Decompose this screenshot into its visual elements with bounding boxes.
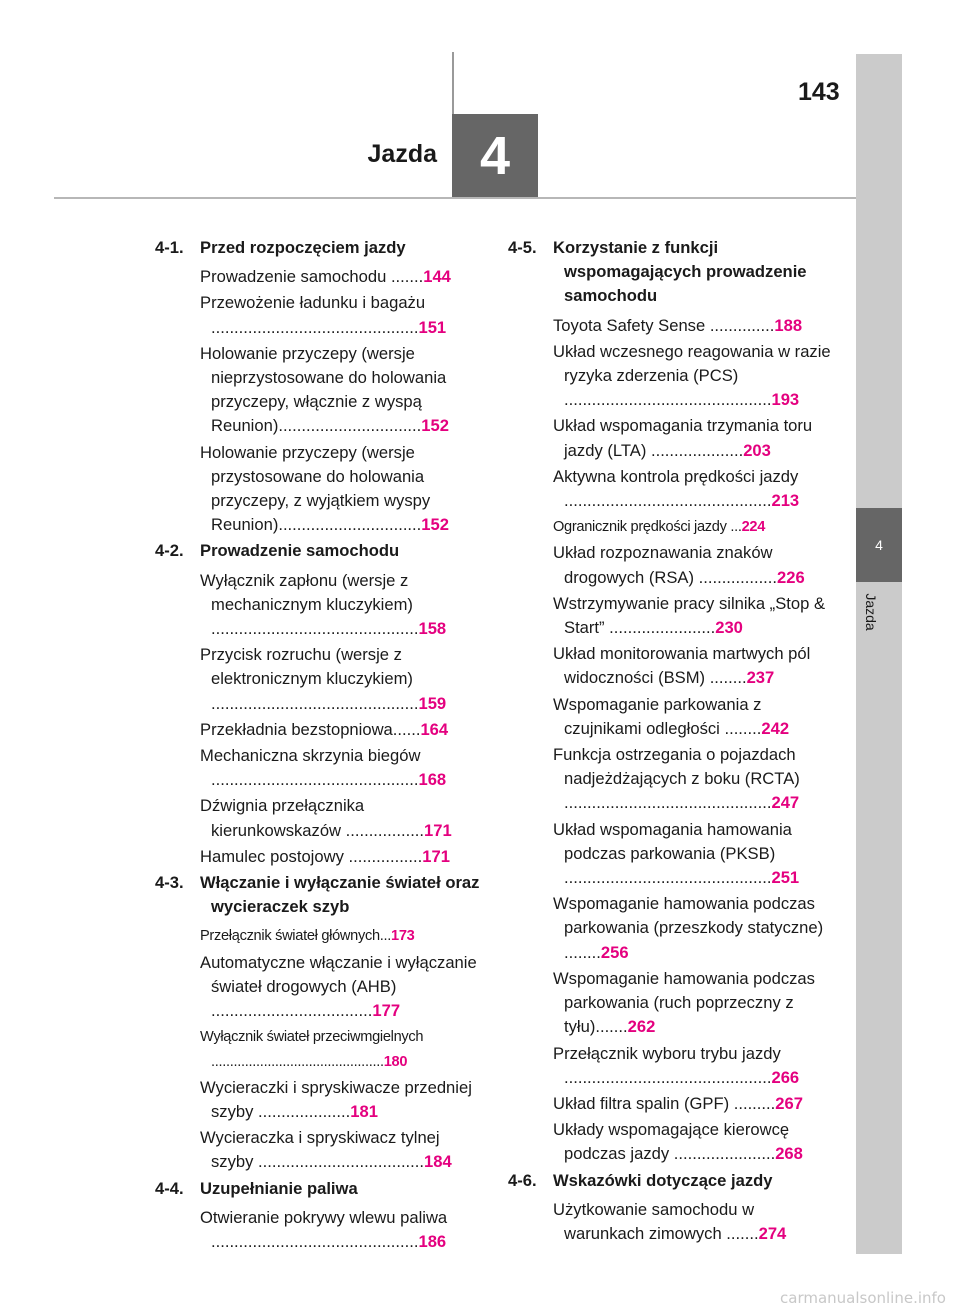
entry-page-link[interactable]: 226: [777, 567, 805, 587]
entry-page-link[interactable]: 152: [421, 515, 449, 535]
toc-entry[interactable]: [553, 642, 838, 690]
entry-title: Prowadzenie samochodu .......: [200, 267, 424, 287]
toc-entry[interactable]: [200, 951, 485, 1024]
entry-page-link[interactable]: 159: [418, 693, 447, 713]
entry-page-link[interactable]: 256: [600, 942, 629, 962]
toc-entry[interactable]: [200, 845, 485, 869]
entry-page-link[interactable]: 213: [771, 491, 800, 511]
toc-entry[interactable]: [200, 1076, 485, 1124]
toc-entry[interactable]: [553, 693, 838, 741]
entry-page-link[interactable]: 251: [771, 868, 800, 888]
entry-title: Mechaniczna skrzynia biegów .............................................: [200, 746, 421, 790]
header-rule: [54, 197, 856, 199]
entry-title: Toyota Safety Sense ..............: [553, 315, 775, 335]
toc-section: [155, 539, 485, 563]
entry-title: Przycisk rozruchu (wersje z elektronicznym kluczykiem) .............................................: [200, 645, 419, 713]
entry-page-link[interactable]: 262: [627, 1017, 656, 1037]
entry-title: Układ filtra spalin (GPF) .........: [553, 1093, 776, 1113]
entry-page-link[interactable]: 268: [775, 1144, 803, 1164]
section-title: Wskazówki dotyczące jazdy: [553, 1170, 773, 1190]
toc-entry[interactable]: [553, 414, 838, 462]
page-number: 143: [798, 78, 840, 106]
entry-page-link[interactable]: 173: [391, 928, 415, 945]
entry-page-link[interactable]: 144: [423, 267, 451, 287]
toc-entry[interactable]: [553, 1198, 838, 1246]
entry-page-link[interactable]: 203: [743, 440, 771, 460]
watermark: carmanualsonline.info: [780, 1289, 946, 1307]
section-title: Korzystanie z funkcji wspomagających prowadzenie samochodu: [553, 238, 807, 306]
section-title: Uzupełnianie paliwa: [200, 1178, 358, 1198]
entry-page-link[interactable]: 152: [421, 416, 449, 436]
entry-title: Wstrzymywanie pracy silnika „Stop & Start” .......................: [553, 593, 826, 638]
entry-title: Użytkowanie samochodu w warunkach zimowych .......: [553, 1199, 759, 1243]
chapter-title: Jazda: [367, 140, 437, 168]
toc-entry[interactable]: [553, 1042, 838, 1090]
entry-title: Przekładnia bezstopniowa......: [200, 719, 421, 739]
toc-entry[interactable]: [553, 515, 838, 539]
section-title: Prowadzenie samochodu: [200, 541, 400, 561]
entry-page-link[interactable]: 247: [771, 793, 800, 813]
toc-entry[interactable]: [553, 743, 838, 816]
entry-title: Aktywna kontrola prędkości jazdy .............................................: [553, 466, 799, 511]
toc-entry[interactable]: [200, 342, 485, 439]
entry-title: Ogranicznik prędkości jazdy ...: [553, 519, 742, 536]
entry-page-link[interactable]: 168: [418, 770, 447, 790]
entry-title: Dźwignia przełącznika kierunkowskazów .................: [200, 796, 425, 840]
entry-title: Układ wspomagania trzymania toru jazdy (LTA) ....................: [553, 416, 813, 460]
entry-page-link[interactable]: 181: [350, 1101, 378, 1121]
section-number: 4-4.: [155, 1178, 184, 1198]
section-title: Przed rozpoczęciem jazdy: [200, 238, 406, 257]
toc-entry[interactable]: [553, 967, 838, 1040]
entry-page-link[interactable]: 186: [418, 1231, 447, 1251]
toc-entry[interactable]: [553, 314, 838, 338]
entry-title: Holowanie przyczepy (wersje przystosowane do holowania przyczepy, z wyjątkiem wyspy Reunion)...............................: [200, 442, 431, 535]
entry-title: Wyłącznik zapłonu (wersje z mechanicznym kluczykiem) .............................................: [200, 570, 419, 639]
entry-page-link[interactable]: 164: [420, 719, 449, 739]
entry-page-link[interactable]: 171: [422, 846, 450, 866]
entry-title: Układ wspomagania hamowania podczas parkowania (PKSB) .............................................: [553, 819, 792, 888]
entry-page-link[interactable]: 171: [424, 820, 452, 840]
toc-entry[interactable]: [553, 541, 838, 589]
entry-page-link[interactable]: 193: [771, 390, 800, 410]
toc-right-column: [508, 236, 838, 1248]
entry-title: Hamulec postojowy ................: [200, 846, 423, 866]
toc-entry[interactable]: [553, 892, 838, 965]
entry-page-link[interactable]: 188: [774, 315, 803, 335]
entry-page-link[interactable]: 274: [758, 1223, 787, 1243]
entry-page-link[interactable]: 151: [418, 317, 447, 337]
entry-title: Wycieraczki i spryskiwacze przedniej szyby ....................: [200, 1077, 472, 1121]
toc-entry[interactable]: [200, 1206, 485, 1254]
entry-title: Holowanie przyczepy (wersje nieprzystosowane do holowania przyczepy, włącznie z wyspą Reunion)...............................: [200, 343, 447, 436]
toc-entry[interactable]: [553, 1118, 838, 1166]
toc-entry[interactable]: [200, 744, 485, 792]
toc-entry[interactable]: [200, 441, 485, 538]
toc-entry[interactable]: [200, 643, 485, 716]
toc-entry[interactable]: [200, 924, 485, 948]
entry-page-link[interactable]: 184: [424, 1152, 452, 1172]
entry-title: Przełącznik wyboru trybu jazdy .............................................: [553, 1043, 781, 1087]
toc-section: [155, 871, 485, 919]
entry-title: Układ rozpoznawania znaków drogowych (RSA) .................: [553, 543, 778, 587]
toc-entry[interactable]: [553, 465, 838, 513]
entry-page-link[interactable]: 177: [372, 1001, 401, 1021]
toc-entry[interactable]: [200, 569, 485, 642]
section-number: 4-3.: [155, 873, 184, 893]
entry-page-link[interactable]: 224: [741, 519, 766, 536]
entry-page-link[interactable]: 180: [383, 1053, 408, 1070]
toc-entry[interactable]: [553, 340, 838, 413]
entry-title: Wycieraczka i spryskiwacz tylnej szyby ....................................: [200, 1128, 440, 1172]
entry-title: Automatyczne włączanie i wyłączanie świateł drogowych (AHB) ...................................: [200, 952, 477, 1021]
entry-title: Przełącznik świateł głównych...: [200, 928, 392, 945]
entry-title: Wspomaganie parkowania z czujnikami odległości ........: [553, 694, 762, 738]
entry-title: Wspomaganie hamowania podczas parkowania (ruch poprzeczny z tyłu).......: [553, 968, 815, 1037]
side-index-strip: [856, 54, 902, 1254]
entry-title: Wspomaganie hamowania podczas parkowania (przeszkody statyczne) ........: [553, 894, 824, 962]
entry-title: Układ wczesnego reagowania w razie ryzyka zderzenia (PCS) .............................................: [553, 341, 831, 410]
toc-section: [155, 236, 485, 260]
entry-title: Wyłącznik świateł przeciwmgielnych ..............................................: [200, 1029, 424, 1070]
side-chapter-label: Jazda: [863, 593, 879, 631]
section-number: 4-6.: [508, 1170, 537, 1190]
toc-entry[interactable]: [553, 818, 838, 891]
entry-title: Układy wspomagające kierowcę podczas jazdy ......................: [553, 1120, 790, 1164]
toc-entry[interactable]: [200, 265, 485, 289]
toc-entry[interactable]: [553, 592, 838, 640]
toc-entry[interactable]: [553, 1092, 838, 1116]
side-chapter-tab[interactable]: 4: [856, 508, 902, 582]
entry-title: Przewożenie ładunku i bagażu .............................................: [200, 293, 426, 337]
section-title: Włączanie i wyłączanie świateł oraz wycieraczek szyb: [200, 873, 480, 917]
toc-entry[interactable]: [200, 1126, 485, 1174]
entry-page-link[interactable]: 242: [761, 718, 790, 738]
toc-entry[interactable]: [200, 1025, 485, 1073]
entry-page-link[interactable]: 230: [715, 618, 743, 638]
section-number: 4-1.: [155, 238, 184, 257]
toc-left-column: [155, 236, 485, 1256]
section-number: 4-2.: [155, 541, 184, 561]
toc-section: [508, 1169, 838, 1193]
entry-title: Układ monitorowania martwych pól widoczności (BSM) ........: [553, 644, 811, 688]
entry-page-link[interactable]: 266: [771, 1067, 800, 1087]
section-number: 4-5.: [508, 238, 537, 257]
toc-section: [155, 1177, 485, 1201]
entry-page-link[interactable]: 237: [746, 668, 775, 688]
toc-entry[interactable]: [200, 718, 485, 742]
entry-page-link[interactable]: 158: [418, 619, 447, 639]
entry-page-link[interactable]: 267: [775, 1093, 803, 1113]
toc-entry[interactable]: [200, 794, 485, 842]
entry-title: Funkcja ostrzegania o pojazdach nadjeżdżających z boku (RCTA) .............................................: [553, 745, 800, 813]
chapter-number-box: 4: [452, 114, 538, 198]
toc-section: [508, 236, 838, 309]
toc-entry[interactable]: [200, 291, 485, 339]
entry-title: Otwieranie pokrywy wlewu paliwa .............................................: [200, 1207, 448, 1251]
